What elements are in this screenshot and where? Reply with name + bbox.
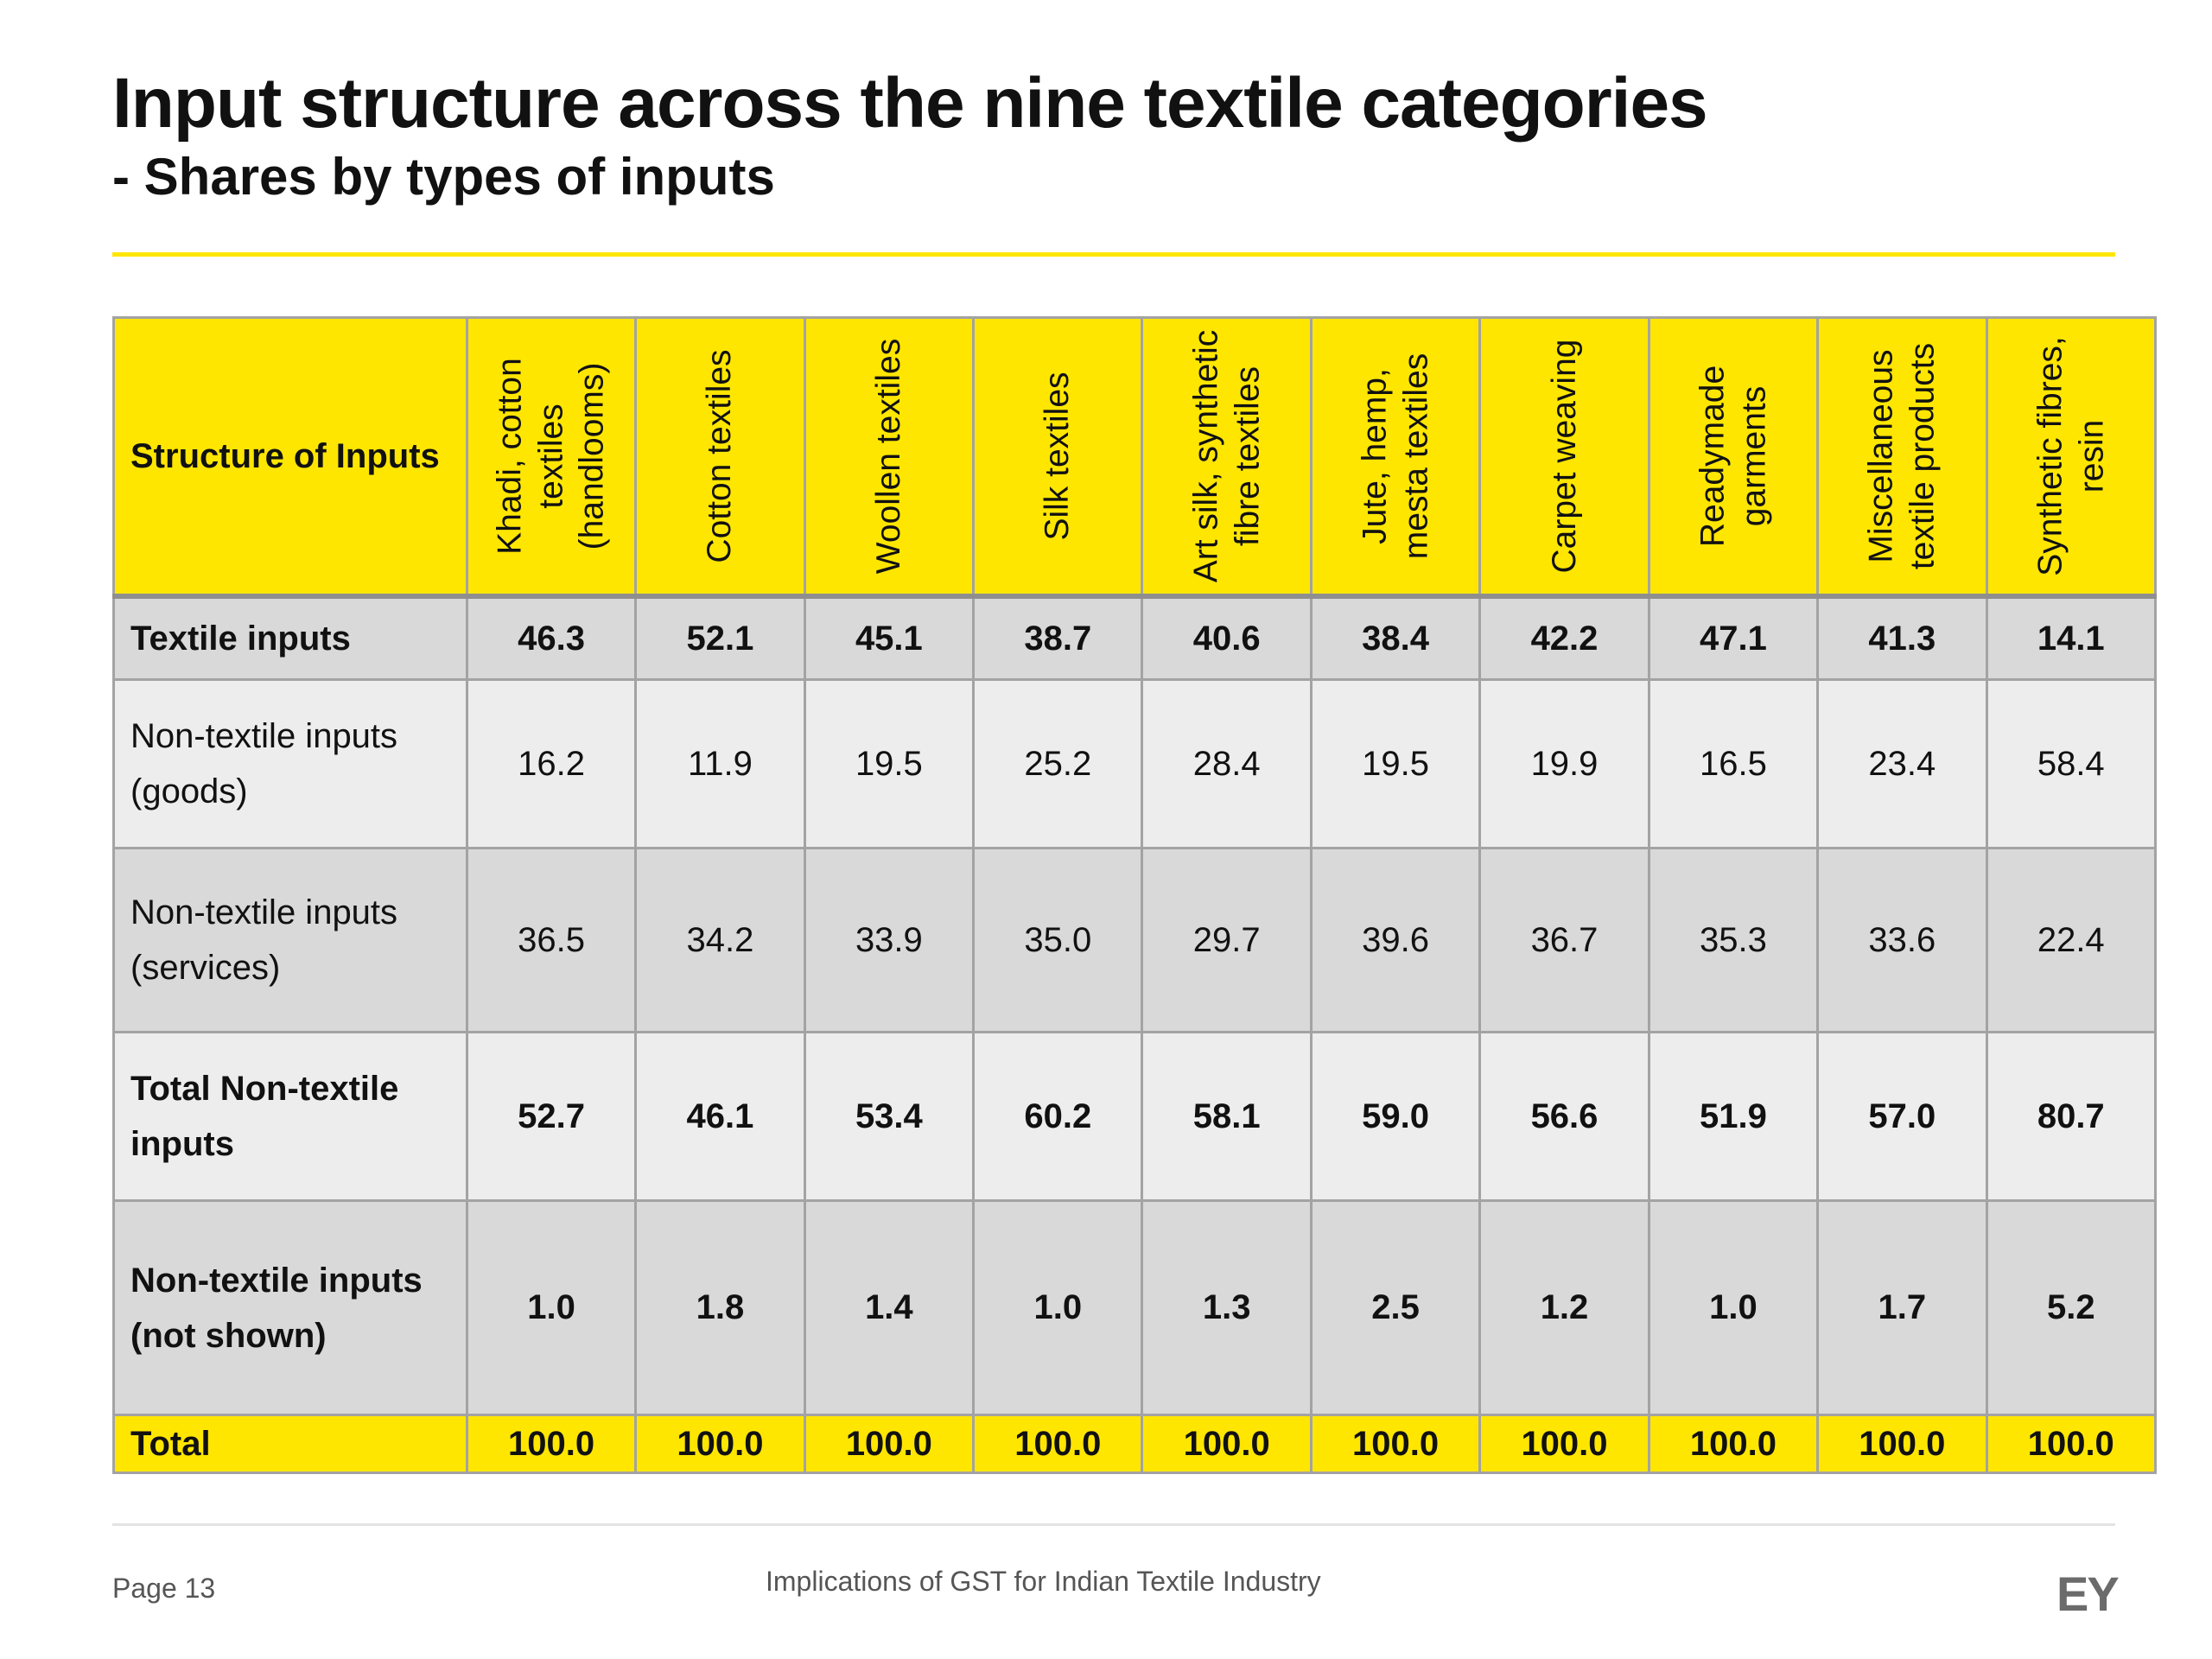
table-cell: 1.2 — [1480, 1201, 1649, 1415]
table-cell: 19.5 — [804, 680, 973, 849]
table-row — [114, 1033, 2156, 1201]
input-structure-table — [112, 316, 2157, 1474]
header-art-silk-synthetic — [1142, 318, 1311, 597]
header-synthetic-fibres-resin-text: Synthetic fibres, resin — [2031, 336, 2110, 576]
table-cell: 100.0 — [1480, 1415, 1649, 1473]
table-cell: 58.1 — [1142, 1033, 1311, 1201]
header-structure-of-inputs: Structure of Inputs — [114, 318, 467, 597]
table-cell: 46.3 — [467, 596, 635, 680]
header-jute-hemp-mesta-text: Jute, hemp, mesta textiles — [1356, 353, 1435, 560]
row-label: Non-textile inputs (services) — [114, 849, 467, 1033]
table-cell: 1.0 — [467, 1201, 635, 1415]
table-cell: 36.7 — [1480, 849, 1649, 1033]
table-cell: 57.0 — [1818, 1033, 1986, 1201]
row-label: Textile inputs — [114, 596, 467, 680]
table-row — [114, 596, 2156, 680]
table-cell: 56.6 — [1480, 1033, 1649, 1201]
header-readymade-garments — [1649, 318, 1817, 597]
table-cell: 100.0 — [467, 1415, 635, 1473]
table-cell: 41.3 — [1818, 596, 1986, 680]
row-label: Total Non-textile inputs — [114, 1033, 467, 1201]
header-cotton-textiles-text: Cotton textiles — [701, 349, 739, 563]
header-silk-textiles-text: Silk textiles — [1039, 372, 1077, 541]
header-woollen-textiles-text: Woollen textiles — [870, 338, 908, 575]
table-cell: 100.0 — [1986, 1415, 2155, 1473]
table-cell: 14.1 — [1986, 596, 2155, 680]
table-cell: 16.5 — [1649, 680, 1817, 849]
table-cell: 80.7 — [1986, 1033, 2155, 1201]
table-cell: 100.0 — [636, 1415, 804, 1473]
table-cell: 33.6 — [1818, 849, 1986, 1033]
row-label: Non-textile inputs (goods) — [114, 680, 467, 849]
table-cell: 22.4 — [1986, 849, 2155, 1033]
table-cell: 45.1 — [804, 596, 973, 680]
table-cell: 40.6 — [1142, 596, 1311, 680]
table-cell: 29.7 — [1142, 849, 1311, 1033]
table-cell: 38.7 — [974, 596, 1142, 680]
table-cell: 100.0 — [1311, 1415, 1479, 1473]
table-cell: 19.5 — [1311, 680, 1479, 849]
table-cell: 1.4 — [804, 1201, 973, 1415]
header-khadi-cotton-textiles-text: Khadi, cotton textiles (handlooms) — [491, 358, 611, 555]
table-cell: 51.9 — [1649, 1033, 1817, 1201]
slide-subtitle: - Shares by types of inputs — [112, 148, 775, 206]
table-cell: 1.8 — [636, 1201, 804, 1415]
table-row — [114, 849, 2156, 1033]
table-row — [114, 1201, 2156, 1415]
footer-divider — [112, 1523, 2115, 1526]
header-synthetic-fibres-resin — [1986, 318, 2155, 597]
table-cell: 58.4 — [1986, 680, 2155, 849]
table-cell: 38.4 — [1311, 596, 1479, 680]
table-cell: 16.2 — [467, 680, 635, 849]
table-cell: 1.7 — [1818, 1201, 1986, 1415]
table-cell: 100.0 — [1818, 1415, 1986, 1473]
header-miscellaneous-textile-text: Miscellaneous textile products — [1862, 342, 1942, 570]
header-silk-textiles — [974, 318, 1142, 597]
table-cell: 59.0 — [1311, 1033, 1479, 1201]
table-cell: 11.9 — [636, 680, 804, 849]
header-cotton-textiles — [636, 318, 804, 597]
footer-document-title: Implications of GST for Indian Textile Industry — [766, 1566, 1321, 1597]
header-woollen-textiles — [804, 318, 973, 597]
table-cell: 1.0 — [1649, 1201, 1817, 1415]
page-number: Page 13 — [112, 1573, 216, 1604]
table-cell: 100.0 — [804, 1415, 973, 1473]
table-cell: 60.2 — [974, 1033, 1142, 1201]
header-carpet-weaving-text: Carpet weaving — [1545, 339, 1583, 574]
row-label: Total — [114, 1415, 467, 1473]
table-cell: 35.0 — [974, 849, 1142, 1033]
header-jute-hemp-mesta — [1311, 318, 1479, 597]
header-art-silk-synthetic-text: Art silk, synthetic fibre textiles — [1187, 329, 1266, 583]
header-carpet-weaving — [1480, 318, 1649, 597]
table-cell: 34.2 — [636, 849, 804, 1033]
table-cell: 1.3 — [1142, 1201, 1311, 1415]
table-cell: 2.5 — [1311, 1201, 1479, 1415]
table-cell: 23.4 — [1818, 680, 1986, 849]
header-miscellaneous-textile — [1818, 318, 1986, 597]
table-cell: 1.0 — [974, 1201, 1142, 1415]
table-cell: 47.1 — [1649, 596, 1817, 680]
header-readymade-garments-text: Readymade garments — [1694, 365, 1772, 548]
table-cell: 25.2 — [974, 680, 1142, 849]
table-cell: 46.1 — [636, 1033, 804, 1201]
table-cell: 35.3 — [1649, 849, 1817, 1033]
table-total-row — [114, 1415, 2156, 1473]
table-cell: 28.4 — [1142, 680, 1311, 849]
table-cell: 52.7 — [467, 1033, 635, 1201]
table-cell: 100.0 — [974, 1415, 1142, 1473]
table-cell: 100.0 — [1649, 1415, 1817, 1473]
table-cell: 100.0 — [1142, 1415, 1311, 1473]
title-divider — [112, 252, 2115, 257]
table-cell: 36.5 — [467, 849, 635, 1033]
ey-logo: EY — [2056, 1567, 2118, 1621]
table-cell: 39.6 — [1311, 849, 1479, 1033]
table-cell: 33.9 — [804, 849, 973, 1033]
table-cell: 52.1 — [636, 596, 804, 680]
slide-title: Input structure across the nine textile categories — [112, 64, 1707, 143]
table-cell: 53.4 — [804, 1033, 973, 1201]
header-khadi-cotton-textiles — [467, 318, 635, 597]
table-cell: 5.2 — [1986, 1201, 2155, 1415]
table-row — [114, 680, 2156, 849]
table-header-row — [114, 318, 2156, 597]
table-cell: 19.9 — [1480, 680, 1649, 849]
row-label: Non-textile inputs (not shown) — [114, 1201, 467, 1415]
table-cell: 42.2 — [1480, 596, 1649, 680]
